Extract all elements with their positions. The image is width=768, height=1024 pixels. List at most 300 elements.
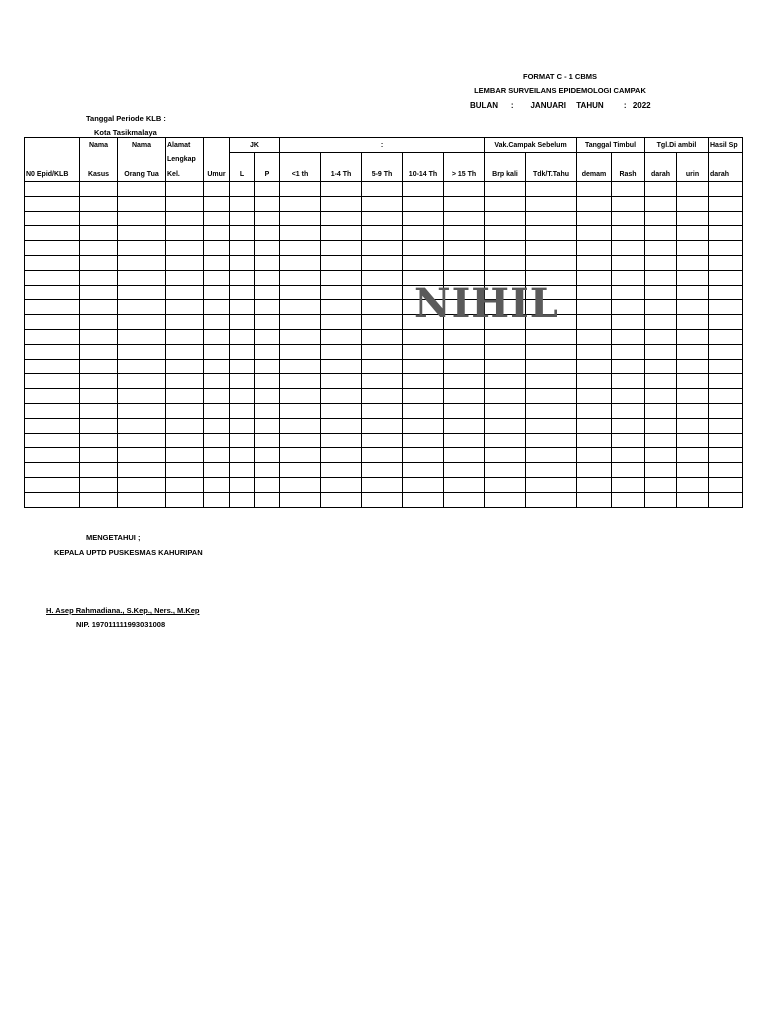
table-cell	[118, 359, 166, 374]
table-row	[25, 182, 743, 197]
header-cell	[709, 153, 743, 168]
table-cell	[280, 477, 321, 492]
table-cell	[645, 182, 677, 197]
table-cell	[677, 196, 709, 211]
table-cell	[321, 477, 362, 492]
table-cell	[255, 226, 280, 241]
table-cell	[166, 418, 204, 433]
table-cell	[645, 329, 677, 344]
table-cell	[166, 359, 204, 374]
table-cell	[166, 403, 204, 418]
header-vaccine-unknown: Tdk/T.Tahu	[526, 167, 577, 182]
header-cell	[280, 153, 321, 168]
table-cell	[255, 182, 280, 197]
table-cell	[709, 241, 743, 256]
table-cell	[403, 403, 444, 418]
table-cell	[25, 255, 80, 270]
header-age-lt1: <1 th	[280, 167, 321, 182]
table-row	[25, 418, 743, 433]
table-cell	[577, 226, 612, 241]
table-cell	[280, 448, 321, 463]
table-cell	[321, 241, 362, 256]
table-cell	[204, 329, 230, 344]
table-cell	[709, 270, 743, 285]
table-cell	[577, 196, 612, 211]
table-cell	[485, 477, 526, 492]
header-sex-p: P	[255, 167, 280, 182]
table-cell	[166, 389, 204, 404]
table-cell	[230, 477, 255, 492]
table-row	[25, 492, 743, 507]
table-cell	[526, 448, 577, 463]
table-cell	[485, 329, 526, 344]
table-cell	[645, 403, 677, 418]
table-cell	[230, 255, 255, 270]
table-row	[25, 211, 743, 226]
table-cell	[526, 211, 577, 226]
table-cell	[362, 344, 403, 359]
table-cell	[577, 182, 612, 197]
table-cell	[677, 403, 709, 418]
table-cell	[577, 285, 612, 300]
format-code: FORMAT C - 1 CBMS	[522, 72, 598, 81]
table-cell	[677, 433, 709, 448]
table-cell	[280, 389, 321, 404]
table-cell	[321, 374, 362, 389]
table-cell	[255, 315, 280, 330]
table-cell	[577, 255, 612, 270]
header-age-5-9: 5-9 Th	[362, 167, 403, 182]
header-address-line2: Lengkap	[166, 153, 204, 168]
table-cell	[577, 492, 612, 507]
table-cell	[526, 255, 577, 270]
table-cell	[612, 403, 645, 418]
header-cell	[80, 153, 118, 168]
table-cell	[118, 196, 166, 211]
table-cell	[485, 448, 526, 463]
header-sex-l: L	[230, 167, 255, 182]
table-cell	[166, 374, 204, 389]
month-value: JANUARI	[530, 101, 567, 110]
table-cell	[485, 389, 526, 404]
table-cell	[280, 241, 321, 256]
table-cell	[677, 418, 709, 433]
table-cell	[166, 315, 204, 330]
table-cell	[444, 433, 485, 448]
table-cell	[230, 389, 255, 404]
table-cell	[230, 463, 255, 478]
table-cell	[321, 196, 362, 211]
table-cell	[677, 255, 709, 270]
header-cell	[577, 153, 612, 168]
table-cell	[204, 359, 230, 374]
table-cell	[80, 196, 118, 211]
table-cell	[321, 255, 362, 270]
table-cell	[118, 448, 166, 463]
table-cell	[25, 359, 80, 374]
table-cell	[118, 211, 166, 226]
header-age-10-14: 10-14 Th	[403, 167, 444, 182]
table-cell	[677, 329, 709, 344]
table-row	[25, 463, 743, 478]
table-cell	[80, 389, 118, 404]
nihil-stamp: NIHIL	[414, 280, 559, 327]
table-row	[25, 255, 743, 270]
table-cell	[362, 270, 403, 285]
table-cell	[526, 433, 577, 448]
table-cell	[444, 182, 485, 197]
table-row	[25, 315, 743, 330]
table-row	[25, 344, 743, 359]
table-cell	[612, 374, 645, 389]
table-cell	[709, 255, 743, 270]
table-cell	[25, 211, 80, 226]
table-cell	[612, 196, 645, 211]
table-cell	[321, 300, 362, 315]
table-cell	[709, 374, 743, 389]
table-cell	[80, 448, 118, 463]
header-no-epid: N0 Epid/KLB	[25, 167, 80, 182]
table-cell	[25, 300, 80, 315]
table-cell	[526, 418, 577, 433]
table-cell	[25, 448, 80, 463]
table-cell	[362, 300, 403, 315]
table-cell	[255, 241, 280, 256]
table-cell	[612, 463, 645, 478]
header-parent: Orang Tua	[118, 167, 166, 182]
table-cell	[485, 463, 526, 478]
table-cell	[645, 463, 677, 478]
table-cell	[280, 359, 321, 374]
header-row-2	[25, 153, 743, 168]
table-cell	[80, 492, 118, 507]
table-cell	[255, 403, 280, 418]
table-cell	[612, 433, 645, 448]
table-row	[25, 433, 743, 448]
table-cell	[612, 285, 645, 300]
table-cell	[321, 285, 362, 300]
table-cell	[403, 448, 444, 463]
table-cell	[25, 315, 80, 330]
table-cell	[204, 403, 230, 418]
surveillance-table-viewport	[24, 136, 768, 526]
table-cell	[645, 255, 677, 270]
table-row	[25, 300, 743, 315]
table-cell	[709, 359, 743, 374]
table-cell	[280, 344, 321, 359]
table-cell	[118, 255, 166, 270]
table-cell	[255, 477, 280, 492]
table-cell	[577, 463, 612, 478]
header-case-name: Nama	[80, 138, 118, 153]
table-cell	[709, 329, 743, 344]
table-cell	[485, 211, 526, 226]
table-cell	[280, 255, 321, 270]
table-cell	[362, 492, 403, 507]
table-row	[25, 270, 743, 285]
table-cell	[204, 211, 230, 226]
table-cell	[230, 448, 255, 463]
header-village: Kel.	[166, 167, 204, 182]
period-row	[470, 101, 651, 110]
table-cell	[118, 433, 166, 448]
table-cell	[362, 374, 403, 389]
table-cell	[25, 270, 80, 285]
header-cell	[362, 153, 403, 168]
table-cell	[25, 329, 80, 344]
table-cell	[118, 403, 166, 418]
header-cell	[645, 153, 677, 168]
table-cell	[677, 344, 709, 359]
table-cell	[255, 300, 280, 315]
table-cell	[204, 344, 230, 359]
table-cell	[677, 270, 709, 285]
header-result-blood: darah	[709, 167, 743, 182]
header-cell	[444, 153, 485, 168]
header-parent-name: Nama	[118, 138, 166, 153]
table-cell	[403, 255, 444, 270]
header-onset-group: Tanggal Timbul	[577, 138, 645, 153]
header-age-group: :	[280, 138, 485, 153]
table-cell	[612, 418, 645, 433]
header-sample-blood: darah	[645, 167, 677, 182]
table-cell	[577, 241, 612, 256]
table-cell	[166, 196, 204, 211]
table-cell	[255, 374, 280, 389]
table-cell	[403, 182, 444, 197]
table-cell	[645, 270, 677, 285]
table-cell	[526, 329, 577, 344]
table-cell	[280, 315, 321, 330]
table-cell	[577, 315, 612, 330]
table-cell	[321, 433, 362, 448]
table-cell	[403, 463, 444, 478]
table-cell	[577, 433, 612, 448]
table-cell	[321, 344, 362, 359]
table-cell	[230, 403, 255, 418]
head-title: KEPALA UPTD PUSKESMAS KAHURIPAN	[54, 548, 203, 557]
table-cell	[485, 403, 526, 418]
table-cell	[230, 270, 255, 285]
month-separator: :	[510, 101, 514, 110]
table-cell	[485, 196, 526, 211]
table-cell	[444, 255, 485, 270]
header-cell	[403, 153, 444, 168]
table-cell	[204, 463, 230, 478]
table-cell	[577, 389, 612, 404]
table-cell	[709, 344, 743, 359]
table-cell	[577, 344, 612, 359]
table-cell	[204, 315, 230, 330]
table-cell	[80, 329, 118, 344]
table-cell	[25, 226, 80, 241]
table-cell	[677, 463, 709, 478]
table-cell	[166, 463, 204, 478]
table-cell	[280, 492, 321, 507]
table-cell	[444, 463, 485, 478]
table-cell	[485, 344, 526, 359]
table-cell	[230, 418, 255, 433]
table-cell	[321, 211, 362, 226]
header-cell	[612, 153, 645, 168]
table-cell	[485, 374, 526, 389]
header-cell	[526, 153, 577, 168]
table-cell	[645, 374, 677, 389]
header-cell	[204, 138, 230, 153]
table-cell	[166, 433, 204, 448]
table-cell	[118, 389, 166, 404]
city-label: Kota Tasikmalaya	[94, 128, 157, 137]
table-cell	[25, 241, 80, 256]
table-cell	[645, 315, 677, 330]
table-cell	[255, 418, 280, 433]
table-cell	[362, 226, 403, 241]
year-separator: :	[623, 101, 627, 110]
table-cell	[485, 241, 526, 256]
table-cell	[80, 418, 118, 433]
table-cell	[166, 477, 204, 492]
table-cell	[204, 418, 230, 433]
table-cell	[645, 433, 677, 448]
table-cell	[255, 255, 280, 270]
table-cell	[612, 329, 645, 344]
table-cell	[403, 359, 444, 374]
table-cell	[485, 418, 526, 433]
table-cell	[362, 255, 403, 270]
table-cell	[204, 241, 230, 256]
table-cell	[118, 344, 166, 359]
table-cell	[230, 211, 255, 226]
table-cell	[230, 492, 255, 507]
table-cell	[25, 492, 80, 507]
table-cell	[526, 359, 577, 374]
header-sample-group: Tgl.Di ambil	[645, 138, 709, 153]
table-cell	[444, 477, 485, 492]
table-cell	[709, 492, 743, 507]
table-cell	[444, 196, 485, 211]
table-cell	[709, 463, 743, 478]
header-cell	[118, 153, 166, 168]
signer-name: H. Asep Rahmadiana., S.Kep., Ners., M.Kep	[46, 606, 200, 615]
table-cell	[444, 344, 485, 359]
table-cell	[709, 389, 743, 404]
table-cell	[709, 211, 743, 226]
table-cell	[444, 211, 485, 226]
table-cell	[25, 463, 80, 478]
table-cell	[612, 226, 645, 241]
table-cell	[612, 270, 645, 285]
table-cell	[118, 329, 166, 344]
table-cell	[166, 270, 204, 285]
table-cell	[403, 418, 444, 433]
header-vaccine-group: Vak.Campak Sebelum	[485, 138, 577, 153]
table-cell	[321, 359, 362, 374]
table-cell	[362, 403, 403, 418]
table-cell	[577, 374, 612, 389]
header-row-3	[25, 167, 743, 182]
table-cell	[166, 241, 204, 256]
table-cell	[645, 226, 677, 241]
table-cell	[709, 403, 743, 418]
table-cell	[204, 255, 230, 270]
table-cell	[230, 374, 255, 389]
table-cell	[526, 477, 577, 492]
table-cell	[118, 226, 166, 241]
table-cell	[204, 448, 230, 463]
table-cell	[80, 285, 118, 300]
table-cell	[485, 433, 526, 448]
table-cell	[321, 463, 362, 478]
signer-nip: NIP. 197011111993031008	[76, 620, 166, 629]
table-cell	[444, 359, 485, 374]
table-cell	[80, 477, 118, 492]
table-cell	[645, 477, 677, 492]
form-title: LEMBAR SURVEILANS EPIDEMOLOGI CAMPAK	[474, 86, 646, 95]
table-cell	[204, 196, 230, 211]
table-cell	[255, 448, 280, 463]
table-cell	[118, 241, 166, 256]
table-cell	[709, 433, 743, 448]
table-cell	[677, 374, 709, 389]
table-cell	[403, 477, 444, 492]
table-cell	[362, 448, 403, 463]
table-cell	[444, 329, 485, 344]
table-cell	[677, 241, 709, 256]
table-cell	[80, 226, 118, 241]
header-cell	[204, 153, 230, 168]
table-cell	[403, 241, 444, 256]
table-cell	[677, 182, 709, 197]
table-cell	[709, 300, 743, 315]
table-cell	[25, 418, 80, 433]
table-cell	[709, 182, 743, 197]
table-cell	[645, 344, 677, 359]
table-cell	[321, 418, 362, 433]
table-cell	[204, 226, 230, 241]
table-cell	[230, 329, 255, 344]
table-cell	[280, 211, 321, 226]
table-cell	[526, 374, 577, 389]
table-cell	[362, 211, 403, 226]
table-cell	[709, 418, 743, 433]
table-row	[25, 226, 743, 241]
table-cell	[204, 374, 230, 389]
table-cell	[118, 492, 166, 507]
table-cell	[280, 270, 321, 285]
table-cell	[321, 270, 362, 285]
year-label: TAHUN	[576, 101, 604, 110]
table-cell	[612, 492, 645, 507]
table-row	[25, 374, 743, 389]
table-cell	[255, 389, 280, 404]
month-label: BULAN	[470, 101, 498, 110]
header-cell	[321, 153, 362, 168]
table-cell	[118, 285, 166, 300]
table-cell	[230, 182, 255, 197]
table-cell	[255, 344, 280, 359]
table-cell	[80, 241, 118, 256]
header-age-gt15: > 15 Th	[444, 167, 485, 182]
table-cell	[612, 182, 645, 197]
table-cell	[362, 433, 403, 448]
table-cell	[230, 300, 255, 315]
header-age-1-4: 1-4 Th	[321, 167, 362, 182]
table-cell	[230, 315, 255, 330]
table-cell	[230, 285, 255, 300]
header-cell	[485, 153, 526, 168]
table-cell	[709, 196, 743, 211]
header-cell	[230, 153, 255, 168]
